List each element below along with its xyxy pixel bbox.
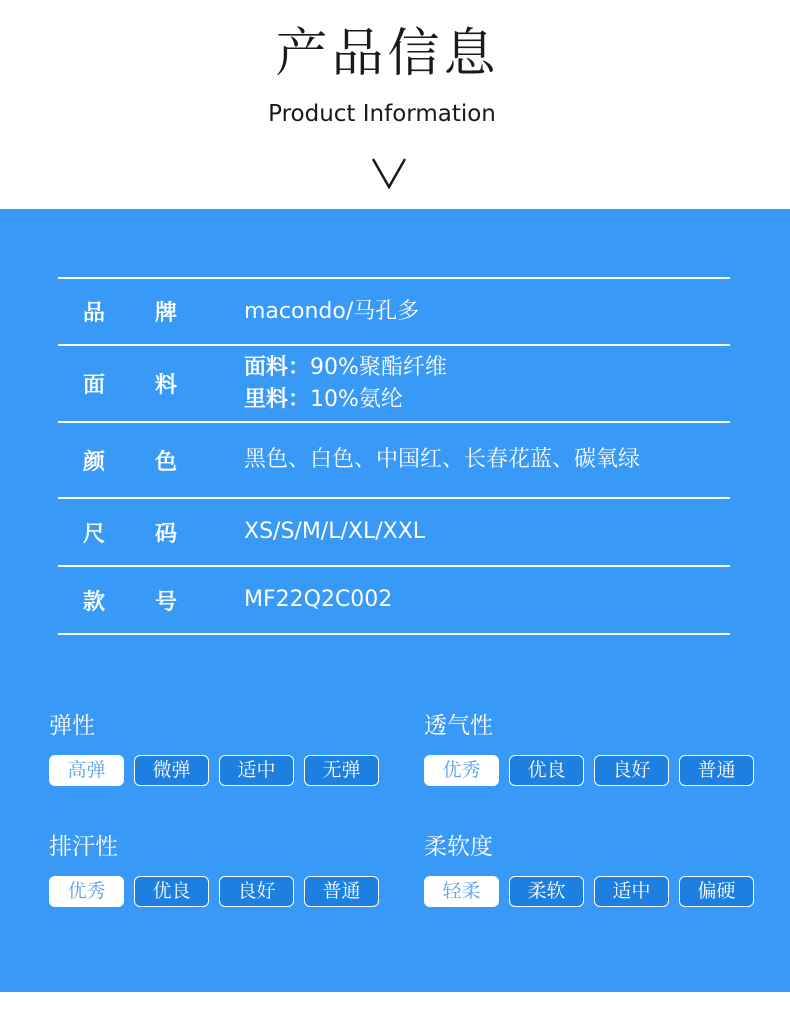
spec-value-style-no: MF22Q2C002	[244, 587, 393, 612]
spec-table	[58, 277, 730, 635]
spec-value-fabric	[244, 346, 447, 421]
page-title: 产品信息	[275, 24, 500, 84]
attr-title: 柔软度	[424, 834, 493, 860]
attr-group-sweat-wicking	[49, 832, 379, 907]
attr-option[interactable]: 优秀	[424, 755, 499, 786]
spec-label: 面 料	[83, 373, 178, 398]
spec-row-brand	[58, 277, 730, 344]
attr-option[interactable]: 偏硬	[679, 876, 754, 907]
attr-option[interactable]: 良好	[594, 755, 669, 786]
attr-group-breathability	[424, 711, 754, 786]
chevron-down-icon	[371, 157, 407, 189]
attr-options	[424, 755, 754, 786]
attr-option[interactable]: 微弹	[134, 755, 209, 786]
bottom-spacer	[0, 992, 790, 1025]
attr-title: 排汗性	[49, 834, 118, 860]
spec-row-fabric	[58, 344, 730, 421]
attr-option[interactable]: 优良	[134, 876, 209, 907]
attr-option[interactable]: 柔软	[509, 876, 584, 907]
spec-row-size	[58, 497, 730, 565]
attr-option[interactable]: 普通	[304, 876, 379, 907]
attr-option[interactable]: 优良	[509, 755, 584, 786]
attr-option[interactable]: 无弹	[304, 755, 379, 786]
attr-options	[49, 876, 379, 907]
attr-option[interactable]: 适中	[594, 876, 669, 907]
spec-row-color	[58, 421, 730, 497]
fabric-outer: 面料：90%聚酯纤维	[244, 354, 447, 380]
attr-option[interactable]: 适中	[219, 755, 294, 786]
attr-option[interactable]: 良好	[219, 876, 294, 907]
attr-option[interactable]: 轻柔	[424, 876, 499, 907]
attr-title: 弹性	[49, 713, 95, 739]
spec-label: 颜 色	[83, 449, 178, 475]
attr-title: 透气性	[424, 713, 493, 739]
page-subtitle: Product Information	[268, 101, 496, 127]
attr-option[interactable]: 普通	[679, 755, 754, 786]
attr-option[interactable]: 优秀	[49, 876, 124, 907]
spec-label: 尺 码	[83, 521, 178, 547]
spec-value-color: 黑色、白色、中国红、长春花蓝、碳氧绿	[244, 447, 641, 472]
spec-label: 款 号	[83, 589, 178, 615]
spec-label: 品 牌	[83, 301, 178, 326]
attr-options	[424, 876, 754, 907]
spec-row-style-no	[58, 565, 730, 635]
spec-value-brand: macondo/马孔多	[244, 298, 420, 324]
header	[0, 0, 790, 209]
attr-group-elasticity	[49, 711, 379, 786]
attr-option[interactable]: 高弹	[49, 755, 124, 786]
attr-options	[49, 755, 379, 786]
spec-value-size: XS/S/M/L/XL/XXL	[244, 519, 426, 544]
attr-group-softness	[424, 832, 754, 907]
product-info-panel	[0, 209, 790, 992]
fabric-lining: 里料：10%氨纶	[244, 386, 403, 412]
